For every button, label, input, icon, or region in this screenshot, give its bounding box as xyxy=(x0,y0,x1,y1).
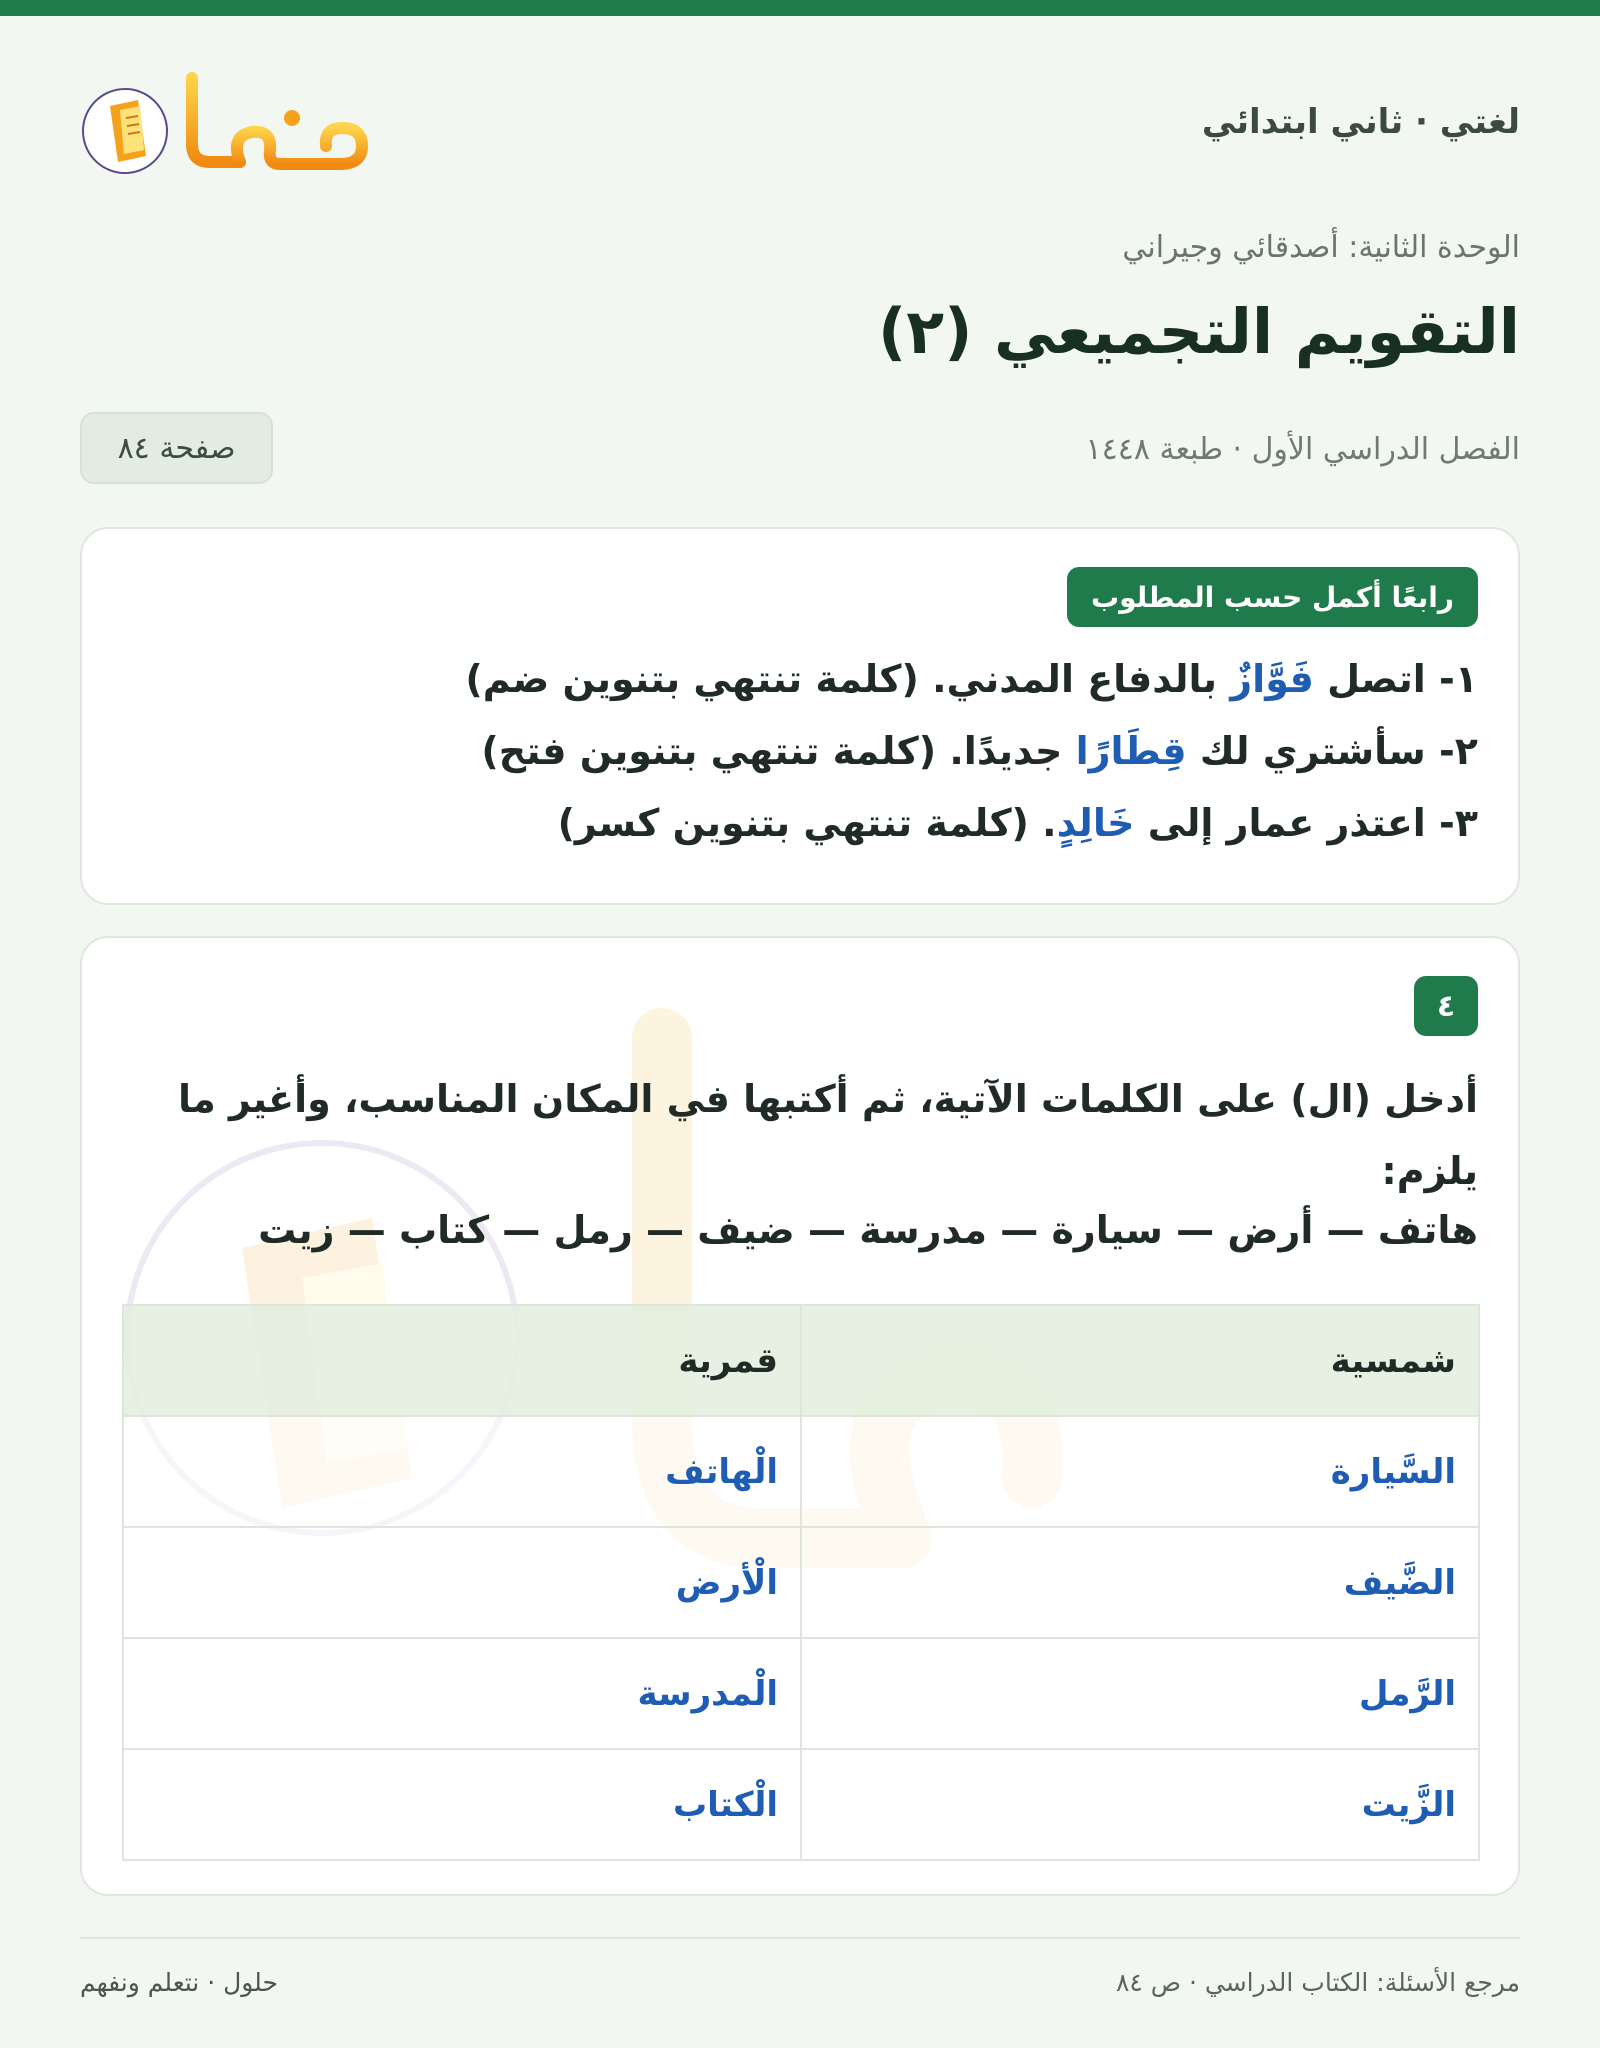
sentence-item: ١- اتصل فَوَّازٌ بالدفاع المدني. (كلمة تنتهي بتنوين ضم) xyxy=(465,657,1478,701)
answer-word: فَوَّازٌ xyxy=(1230,657,1314,701)
table-cell: الرَّمل xyxy=(801,1638,1479,1749)
top-accent-bar xyxy=(0,0,1600,16)
table-cell: السَّيارة xyxy=(801,1416,1479,1527)
answer-word: قِطَارًا xyxy=(1075,729,1187,773)
column-header-solar: شمسية xyxy=(801,1305,1479,1416)
unit-label: الوحدة الثانية: أصدقائي وجيراني xyxy=(1122,230,1520,265)
table-cell: الضَّيف xyxy=(801,1527,1479,1638)
footer-brand: حلول · نتعلم ونفهم xyxy=(80,1968,278,1997)
page-number-badge: صفحة ٨٤ xyxy=(80,412,273,484)
table-row xyxy=(123,1416,1479,1527)
sentence-item: ٢- سأشتري لك قِطَارًا جديدًا. (كلمة تنتهي بتنوين فتح) xyxy=(481,729,1478,773)
table-cell: الْمدرسة xyxy=(123,1638,801,1749)
answer-table xyxy=(122,1304,1480,1861)
table-cell: الْهاتف xyxy=(123,1416,801,1527)
page-title: التقويم التجميعي (٢) xyxy=(877,295,1520,368)
word-list: هاتف — أرض — سيارة — مدرسة — ضيف — رمل — كتاب — زيت xyxy=(258,1208,1478,1252)
hulul-logo xyxy=(80,66,380,186)
footer-reference: مرجع الأسئلة: الكتاب الدراسي · ص ٨٤ xyxy=(1115,1968,1520,1997)
answer-word: خَالِدٍ xyxy=(1056,801,1135,845)
exercise-number-badge: ٤ xyxy=(1414,976,1478,1036)
section-four-card xyxy=(80,527,1520,905)
page-header xyxy=(80,60,1520,190)
table-cell: الْكتاب xyxy=(123,1749,801,1860)
exercise-instruction: أدخل (ال) على الكلمات الآتية، ثم أكتبها في المكان المناسب، وأغير ما يلزم: xyxy=(177,1077,1478,1193)
table-cell: الزَّيت xyxy=(801,1749,1479,1860)
table-row xyxy=(123,1638,1479,1749)
table-row xyxy=(123,1749,1479,1860)
semester-label: الفصل الدراسي الأول · طبعة ١٤٤٨ xyxy=(1085,432,1520,467)
exercise-card xyxy=(80,936,1520,1896)
table-row xyxy=(123,1527,1479,1638)
table-cell: الْأرض xyxy=(123,1527,801,1638)
section-tag: رابعًا أكمل حسب المطلوب xyxy=(1067,567,1478,627)
grade-label: لغتي · ثاني ابتدائي xyxy=(1201,102,1520,142)
sentence-item: ٣- اعتذر عمار إلى خَالِدٍ. (كلمة تنتهي بتنوين كسر) xyxy=(557,801,1478,845)
footer-divider xyxy=(80,1937,1520,1939)
column-header-lunar: قمرية xyxy=(123,1305,801,1416)
table-header-row xyxy=(123,1305,1479,1416)
